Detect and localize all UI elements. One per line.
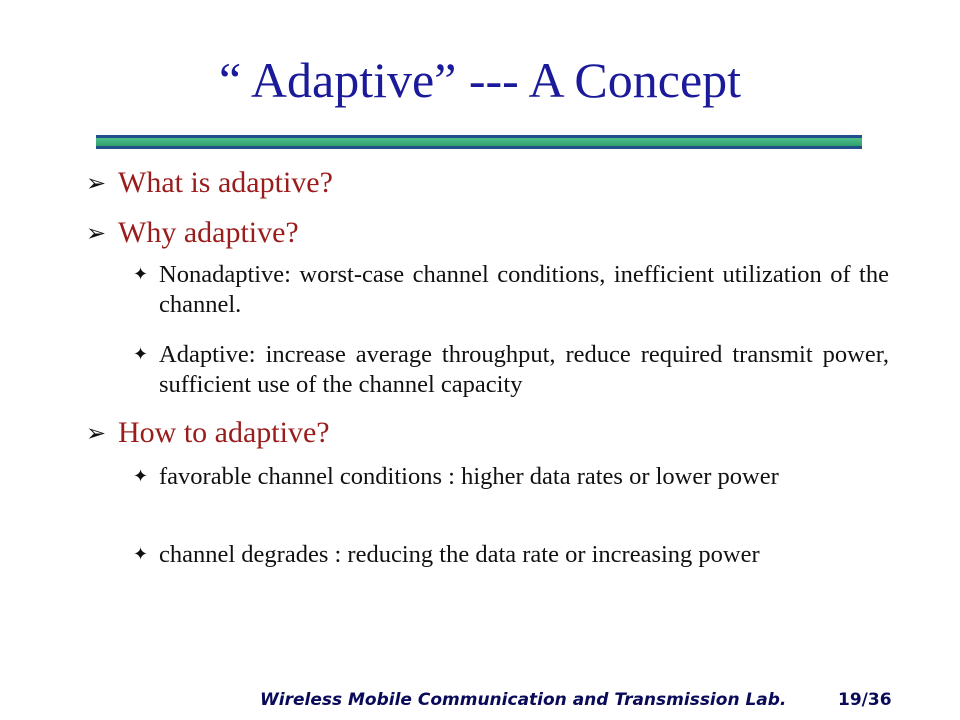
bullet-text: What is adaptive?: [118, 166, 333, 199]
bullet-text: How to adaptive?: [118, 416, 330, 449]
four-point-star-icon: ✦: [133, 264, 149, 285]
page-number: 19/36: [838, 690, 892, 710]
slide-footer: [0, 688, 960, 716]
sub-bullet-text: Nonadaptive: worst-case channel conditions, inefficient utilization of the channel.: [159, 261, 889, 318]
four-point-star-icon: ✦: [133, 544, 149, 565]
sub-bullet-text: Adaptive: increase average throughput, reduce required transmit power, sufficient use of the channel capacity: [159, 341, 889, 398]
arrow-bullet-icon: ➢: [86, 419, 107, 447]
four-point-star-icon: ✦: [133, 344, 149, 365]
arrow-bullet-icon: ➢: [86, 219, 107, 247]
sub-bullet-text: channel degrades : reducing the data rate or increasing power: [159, 541, 760, 568]
slide-title: “ Adaptive” --- A Concept: [218, 52, 742, 108]
four-point-star-icon: ✦: [133, 466, 149, 487]
arrow-bullet-icon: ➢: [86, 169, 107, 197]
bullet-text: Why adaptive?: [118, 216, 299, 249]
sub-bullet-text: favorable channel conditions : higher data rates or lower power: [159, 463, 779, 490]
footer-lab-name: Wireless Mobile Communication and Transmission Lab.: [260, 690, 787, 710]
